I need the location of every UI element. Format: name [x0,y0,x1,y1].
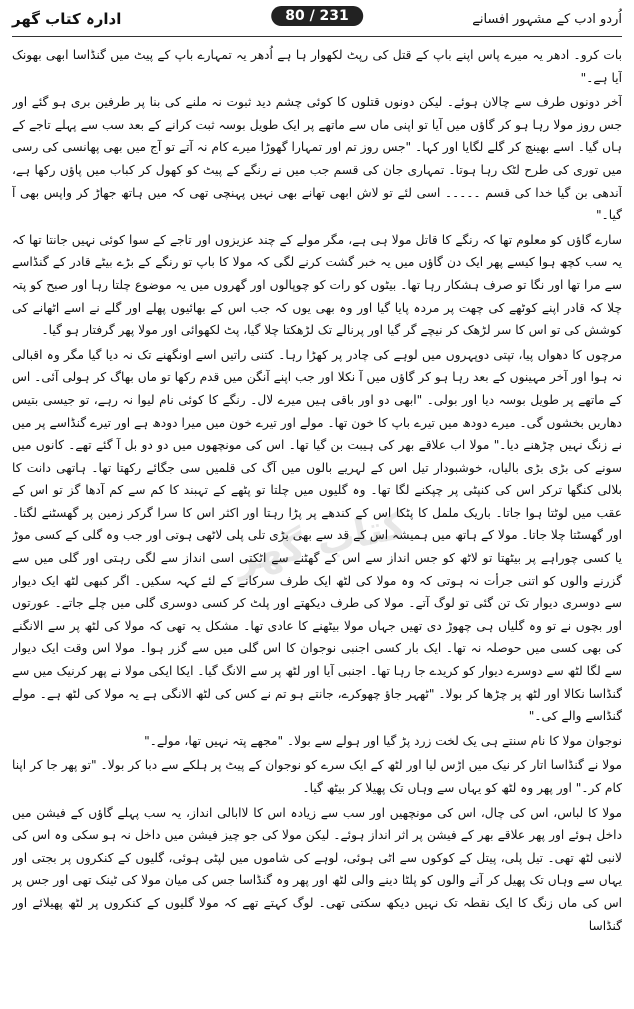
paragraph: سارے گاؤں کو معلوم تھا کہ رنگے کا قاتل مولا ہی ہے، مگر مولے کے چند عزیزوں اور تاجے کے سوا کوئی نہیں جانتا تھا کہ یہ سب کچھ ہوا کیسے پھر ایک دن گاؤں میں یہ خبر گشت کرنے لگی کہ مولا کا باپ تو رنگے کے بڑے بیٹے قادر کے گنڈاسے سے مرا تھا اور نگا تو صرف ہشکار رہا تھا۔ بیٹوں کو رات کو چوپالوں اور گھروں میں یہ موضوع چلتا رہا اور صبح کو پتہ چلا کہ قادر اپنے کوٹھے کی چھت پر مردہ پایا گیا اور وہ بھی یوں کہ جب اس کے بھائیوں پھلے اور گلے نے اسے اٹھانے کی کوشش کی تو اس کا سر لڑھک کر نیچے گر گیا اور پرنالے تک لڑھکتا چلا گیا، پٹ لکھوائی اور مولا پھر گرفتار ہو گیا۔ [12,232,622,338]
header-divider [12,36,622,37]
paragraph: آخر دونوں طرف سے چالان ہوئے۔ لیکن دونوں قتلوں کا کوئی چشم دید ثبوت نہ ملنے کی بنا پر طرفین بری ہو گئے اور جس روز مولا رہا ہو کر گاؤں میں آیا تو اپنی ماں سے ماتھے پر ایک طویل بوسہ ثبت کرانے کے بعد سب سے پہلے تاجے کے ہاں گیا۔ اسے بھینچ کر گلے لگایا اور کہا۔ "جس روز تم اور تمہارا گھوڑا میرے کام نہ آتے تو آج میں بھی پھانسی کی رسی میں توری کی طرح لٹک رہا ہوتا۔ تمہاری جان کی قسم جب میں نے رنگے کے پیٹ کو کھول کر کباب میں پاؤں رکھا ہے، آندھی بن گیا خدا کی قسم ۔۔۔۔۔ اسی لئے تو لاش ابھی تھانے بھی نہیں پہنچی تھی کہ میں ہاتھ جھاڑ کر واپس بھی آ گیا۔" [12,95,622,223]
page-header [12,4,622,34]
story-text [12,44,622,1001]
watermark: کتاب گھر [230,502,410,582]
paragraph: نوجوان مولا کا نام سنتے ہی یک لخت زرد پڑ گیا اور ہولے سے بولا۔ "مجھے پتہ نہیں تھا، مولے۔" [144,733,622,748]
book-title: اُردو ادب کے مشہور افسانے [472,11,622,27]
page-indicator[interactable]: 80 / 231 [271,6,363,26]
paragraph: مولا نے گنڈاسا اتار کر نیک میں اڑس لیا اور لٹھ کے ایک سرے کو نوجوان کے پیٹ پر ہلکے سے دبا کر بولا۔ "تو پھر جا کر اپنا کام کر۔" اور پھر وہ لٹھ کو یہاں سے وہاں تک پھیلا کر بیٹھ گیا۔ [12,758,622,795]
publisher-name: ادارہ کتاب گھر [12,10,122,28]
paragraph: مولا کا لباس، اس کی چال، اس کی مونچھیں اور سب سے زیادہ اس کا لاابالی انداز، یہ سب پہلے گاؤں کے فیشن میں داخل ہوئے اور پھر علاقے بھر کے فیشن پر اثر انداز ہوئے۔ لیکن مولا کی جو چیز فیشن میں داخل نہ ہو سکی وہ اس کی لانبی لٹھ تھی۔ تیل پلی، پیتل کے کوکوں سے اٹی ہوئی، لوہے کی شاموں میں لپٹی ہوئی، گلیوں کے کنکروں پر بجتی اور یہاں سے وہاں تک پھیل کر آنے والوں کو پلٹا دینے والی لٹھ اور پھر وہ گنڈاسا جس کی میان مولا کی ٹینک تھی اور جس پر اس کی ماں زنگ کا ایک نقطہ تک نہیں دیکھ سکتی تھی۔ لوگ کہتے تھے کہ مولا گلیوں کے کنکروں پر لٹھ پھیلائے اور گنڈاسا [12,805,622,933]
paragraph: بات کرو۔ ادھر یہ میرے پاس اپنے باپ کے قتل کی رپٹ لکھوار ہا ہے اُدھر یہ تمہارے باپ کے پیٹ میں گنڈاسا ابھی بھونک آیا ہے۔" [12,48,622,85]
paragraph: مرچوں کا دھواں پیا، تپتی دوپہروں میں لوہے کی چادر پر کھڑا رہا۔ کتنی راتیں اسے اونگھنے تک نہ دیا گیا مگر وہ اقبالی نہ ہوا اور آخر مہینوں کے بعد رہا ہو کر گاؤں میں آ نکلا اور جب اپنے آنگن میں قدم رکھا تو ماں بھاگ کر ہولی آئی۔ اس کے ماتھے پر طویل بوسہ دیا اور بولی۔ "ابھی دو اور باقی ہیں میرے لال۔ رنگے کا کوئی نام لیوا نہ رہے، تو جیسی بتیس دھاریں بخشوں گی۔ میرے دودھ میں تیرے باپ کا خون تھا۔ مولے اور تیرے خون میں میرا دودھ ہے اور تیرے گنڈاسے پر میں نے زنگ نہیں چڑھنے دیا۔" مولا اب علاقے بھر کی ہیبت بن گیا تھا۔ اس کی مونچھوں میں دو دو بل آ گئے تھے۔ کانوں میں سونے کی بڑی بڑی بالیاں، خوشبودار تیل اس کے لہریے بالوں میں آگ کی قلمیں سی جگائے رکھتا تھا۔ ہاتھی دانت کا بلالی کنگھا ترکر اس کی کنپٹی پر چپکنے لگا تھا۔ وہ گلیوں میں چلتا تو پٹھے کے تہبند کا کم سے کم آدھا گز تو اس کے عقب میں لوٹتا ہوا جاتا۔ باریک ململ کا پٹکا اس کے کندھے پر پڑا رہتا اور اکثر اس کا سرا گرکر زمین پر گھسٹنے لگتا۔ اور گھسٹتا چلا جاتا۔ مولا کے ہاتھ میں ہمیشہ اس کے قد سے بھی بڑی تلی پلی لاٹھی ہوتی اور جب وہ گلی کے کسی موڑ یا کسی چوراہے پر بیٹھتا تو لاٹھ کو جس انداز سے اس کے گھٹنے سے اٹکتی اسی انداز سے لگی رہتی اور گلی میں سے گزرنے والوں کو اتنی جرأت نہ ہوتی کہ وہ مولا کی لٹھ ایک طرف سرکانے کے لئے کہہ سکیں۔ اگر کبھی لٹھ ایک دیوار سے دوسری دیوار تک تن گئی تو لوگ آتے۔ مولا کی طرف دیکھتے اور پلٹ کر کسی دوسری گلی میں چلے جاتے۔ عورتوں اور بچوں نے تو وہ گلیاں ہی چھوڑ دی تھیں جہاں مولا بیٹھنے کا عادی تھا۔ مشکل یہ تھی کہ مولا کی لٹھ پر سے الانگنے کی بھی کسی میں حوصلہ نہ تھا۔ ایک بار کسی اجنبی نوجوان کا اس گلی میں سے گزر ہوا۔ مولا اس وقت ایک دیوار سے لگا لٹھ سے دوسرے دیوار کو کریدے جا رہا تھا۔ اجنبی آیا اور لٹھ پر سے الانگ گیا۔ ایکا ایکی مولا نے پھر کرنیک میں سے گنڈاسا نکالا اور لٹھ پر چڑھا کر بولا۔ "ٹھہر جاؤ چھوکرے، جانتے ہو تم نے کس کی لٹھ الانگی ہے یہ مولا کی لٹھ ہے۔ مولے گنڈاسے والے کی۔" [12,347,622,724]
